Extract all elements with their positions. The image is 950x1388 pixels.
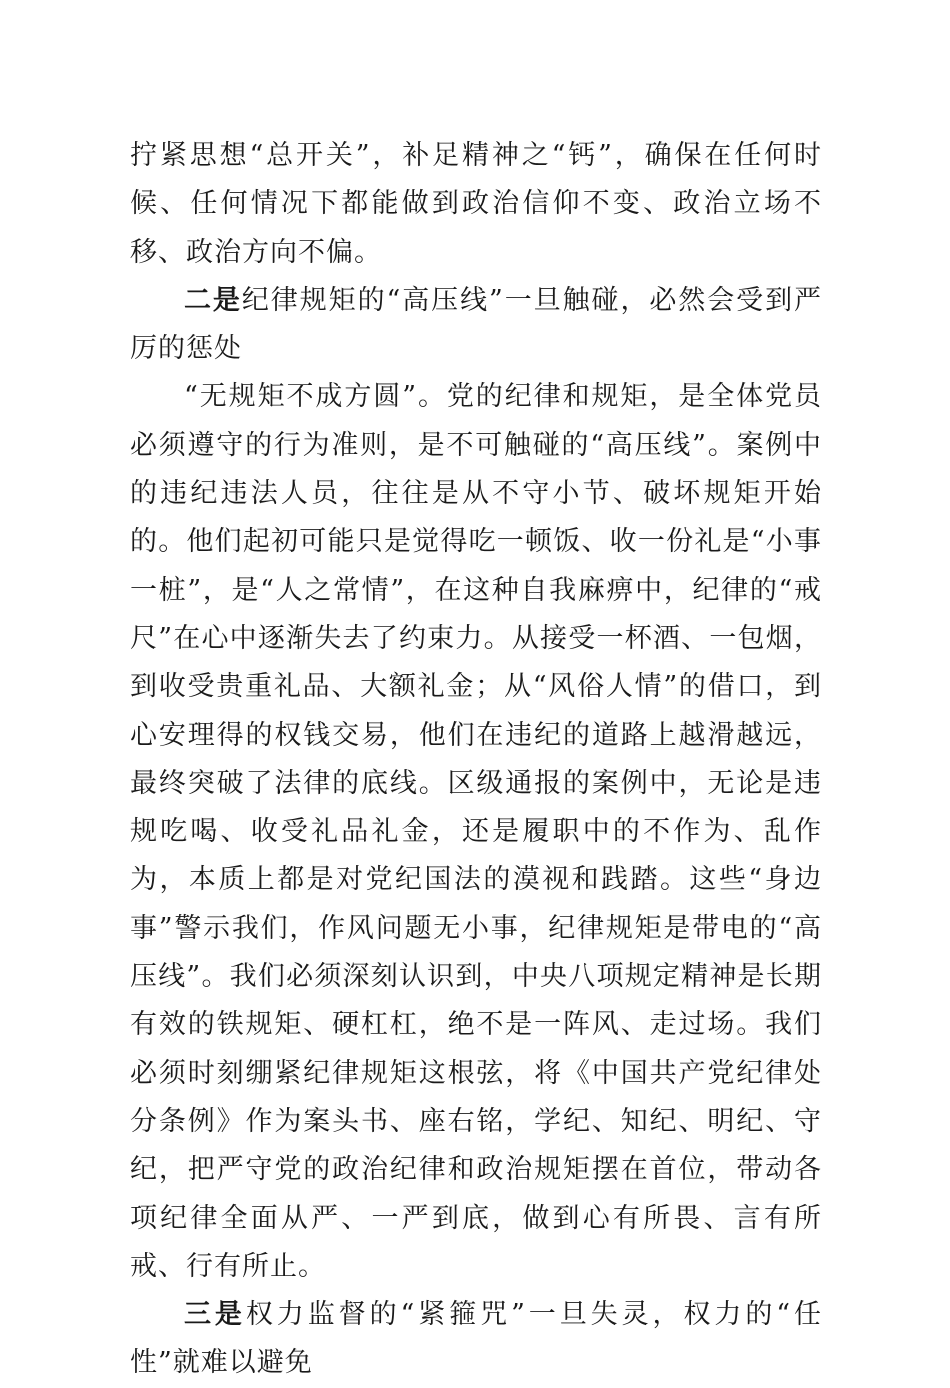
heading-text: 纪律规矩的“高压线”一旦触碰，必然会受到严厉的惩处 xyxy=(130,284,823,365)
heading-lead: 三是 xyxy=(184,1299,246,1331)
heading-text: 权力监督的“紧箍咒”一旦失灵，权力的“任性”就难以避免 xyxy=(130,1299,822,1379)
section-heading-two xyxy=(130,277,822,374)
document-body xyxy=(130,132,822,1388)
paragraph-continuation: 拧紧思想“总开关”，补足精神之“钙”，确保在任何时候、任何情况下都能做到政治信仰不变、政治立场不移、政治方向不偏。 xyxy=(130,140,822,268)
paragraph-body: “无规矩不成方圆”。党的纪律和规矩，是全体党员必须遵守的行为准则，是不可触碰的“高压线”。案例中的违纪违法人员，往往是从不守小节、破坏规矩开始的。他们起初可能只是觉得吃一顿饭、收一份礼是“小事一桩”，是“人之常情”，在这种自我麻痹中，纪律的“戒尺”在心中逐渐失去了约束力。从接受一杯酒、一包烟，到收受贵重礼品、大额礼金；从“风俗人情”的借口，到心安理得的权钱交易，他们在违纪的道路上越滑越远，最终突破了法律的底线。区级通报的案例中，无论是违规吃喝、收受礼品礼金，还是履职中的不作为、乱作为，本质上都是对党纪国法的漠视和践踏。这些“身边事”警示我们，作风问题无小事，纪律规矩是带电的“高压线”。我们必须深刻认识到，中央八项规定精神是长期有效的铁规矩、硬杠杠，绝不是一阵风、走过场。我们必须时刻绷紧纪律规矩这根弦，将《中国共产党纪律处分条例》作为案头书、座右铭，学纪、知纪、明纪、守纪，把严守党的政治纪律和政治规矩摆在首位，带动各项纪律全面从严、一严到底，做到心有所畏、言有所戒、行有所止。 xyxy=(130,381,822,1282)
section-heading-three xyxy=(130,1291,822,1388)
heading-lead: 二是 xyxy=(184,284,242,316)
